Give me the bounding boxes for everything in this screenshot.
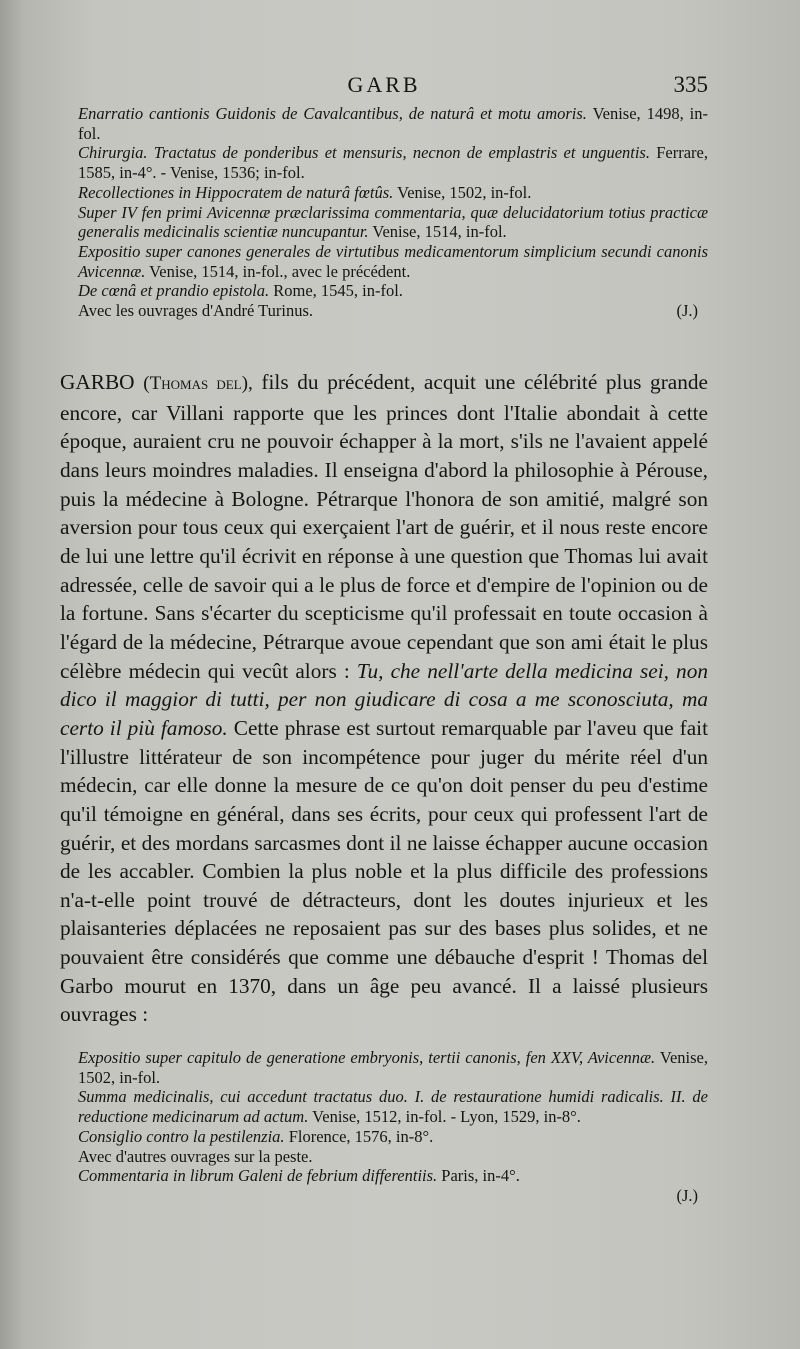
bib-entry: Summa medicinalis, cui accedunt tractatus duo. I. de restauratione humidi radicalis. II. de reductione medicinarum ad actum. Venise, 1512, in-fol. - Lyon, 1529, in-8°. bbox=[78, 1087, 708, 1127]
bib-entry: Consiglio contro la pestilenzia. Florence, 1576, in-8°. bbox=[78, 1126, 434, 1146]
bib-entry: Avec d'autres ouvrages sur la peste. bbox=[78, 1146, 313, 1166]
bib-entry: Expositio super capitulo de generatione embryonis, tertii canonis, fen XXV, Avicennæ. Venise, 1502, in-fol. bbox=[78, 1048, 708, 1087]
article-body bbox=[60, 368, 708, 1029]
bib-entry: Super IV fen primi Avicennæ præclarissima commentaria, quæ delucidatorium totius practicæ generalis medicinalis scientiæ nuncupantur. Venise, 1514, in-fol. bbox=[78, 202, 708, 242]
author-signature: (J.) bbox=[676, 1185, 698, 1205]
author-signature: (J.) bbox=[676, 301, 698, 321]
bib-entry: Commentaria in librum Galeni de febrium differentiis. Paris, in-4°. bbox=[78, 1166, 520, 1186]
bib-entry: Chirurgia. Tractatus de ponderibus et mensuris, necnon de emplastris et unguentis. Ferrare, 1585, in-4°. - Venise, 1536; in-fol. bbox=[78, 143, 708, 183]
bib-entry: Recollectiones in Hippocratem de naturâ fœtûs. Venise, 1502, in-fol. bbox=[78, 182, 532, 202]
page-number: 335 bbox=[673, 72, 708, 97]
running-head: GARB bbox=[347, 72, 421, 97]
bibliography-garbo-tommaso bbox=[78, 1048, 708, 1206]
article-paragraph: GARBO (Thomas del), fils du précédent, acquit une célébrité plus grande encore, car Villani rapporte que les princes dont l'Italie abondait à cette époque, auraient cru ne pouvoir échapper à la mort, s'ils ne l'avaient appelé dans leurs moindres maladies. Il enseigna d'abord la philosophie à Pérouse, puis la médecine à Bologne. Pétrarque l'honora de son amitié, malgré son aversion pour tous ceux qui exerçaient l'art de guérir, et il nous reste encore de lui une lettre qu'il écrivit en réponse à une question que Thomas lui avait adressée, celle de savoir qui a le plus de force et d'empire de l'opinion ou de la fortune. Sans s'écarter du scepticisme qu'il professait en toute occasion à l'égard de la médecine, Pétrarque avoue cependant que son ami était le plus célèbre médecin qui vecût alors : Tu, che nell'arte della medicina sei, non dico il maggior di tutti, per non giudicare di cosa a me sconosciuta, ma certo il più famoso. Cette phrase est surtout remarquable par l'aveu que fait l'illustre littérateur de son incompétence pour juger du mérite réel d'un médecin, car elle donne la mesure de ce qu'on doit penser du peu d'estime qu'il témoigne en général, dans ses écrits, pour ceux qui professent l'art de guérir, et des mordans sarcasmes dont il ne laisse échapper aucune occasion de les accabler. Combien la plus noble et la plus difficile des professions n'a-t-elle point trouvé de détracteurs, dont les doutes injurieux et les plaisanteries déplacées ne reposaient pas sur des bases plus solides, et ne pouvaient être considérés que comme une débauche d'esprit ! Thomas del Garbo mourut en 1370, dans un âge peu avancé. Il a laissé plusieurs ouvrages : bbox=[60, 370, 708, 1027]
page-header bbox=[60, 72, 708, 102]
bib-entry: Expositio super canones generales de virtutibus medicamentorum simplicium secundi canonis Avicennæ. Venise, 1514, in-fol., avec le précédent. bbox=[78, 241, 708, 281]
bib-entry: Enarratio cantionis Guidonis de Cavalcantibus, de naturâ et motu amoris. Venise, 1498, in-fol. bbox=[78, 104, 708, 143]
bib-note: Avec les ouvrages d'André Turinus. (J.) bbox=[78, 301, 698, 321]
bibliography-garbo-dino bbox=[78, 104, 708, 321]
petrarch-quote: Tu, che nell'arte della medicina sei, non dico il maggior di tutti, per non giudicare di cosa a me sconosciuta, ma certo il più famoso. bbox=[60, 658, 708, 740]
entry-forename: (Thomas del), bbox=[143, 373, 253, 394]
entry-name: GARBO bbox=[60, 370, 135, 394]
bib-entry: De cœnâ et prandio epistola. Rome, 1545, in-fol. bbox=[78, 281, 403, 301]
